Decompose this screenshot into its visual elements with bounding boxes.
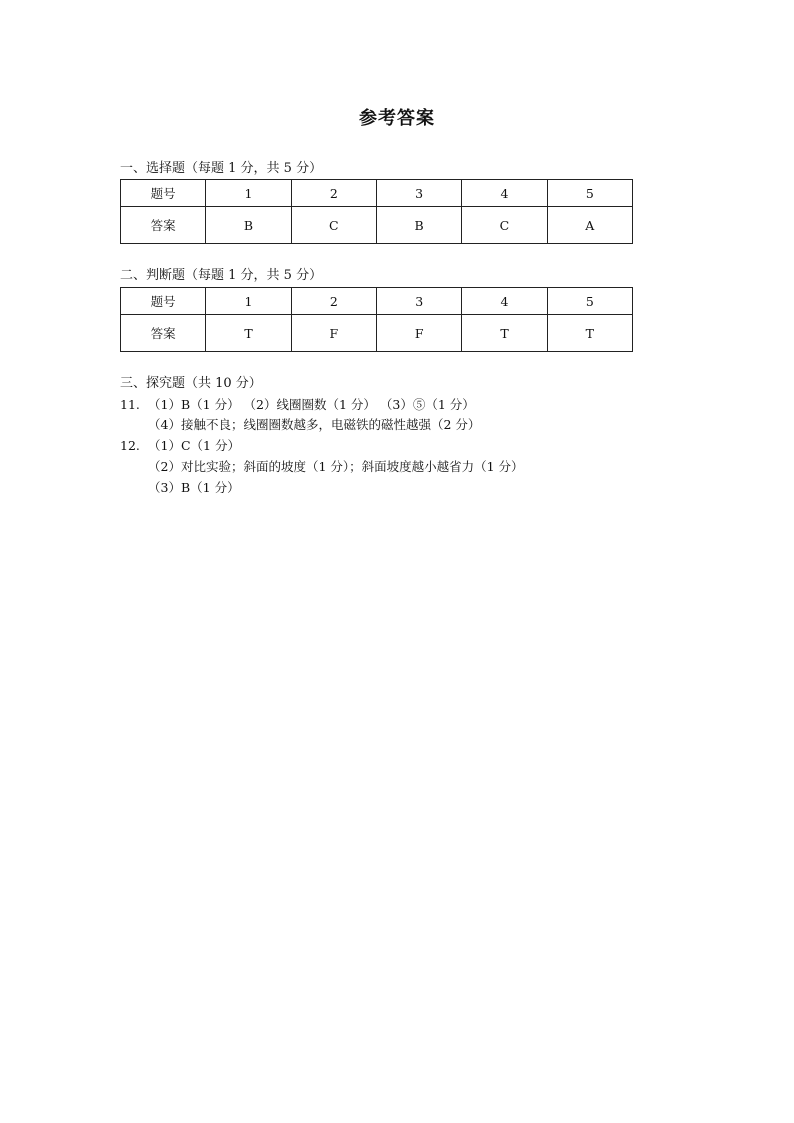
question-number-cell: 3 [376,180,461,207]
answer-cell: F [291,315,376,352]
judgement-answer-table [120,287,633,352]
answer-cell: A [547,207,632,244]
question-12-line-3: （3）B（1 分） [148,480,240,495]
question-number-cell: 4 [462,288,547,315]
question-12-number: 12. [120,438,140,453]
page-title: 参考答案 [359,108,435,129]
answer-cell: C [291,207,376,244]
question-number-cell: 4 [462,180,547,207]
question-number-cell: 2 [291,288,376,315]
answer-cell: C [462,207,547,244]
answer-cell: T [462,315,547,352]
question-11-line-1: （1）B（1 分） （2）线圈圈数（1 分） （3）⑤（1 分） [148,397,475,412]
answer-cell: T [547,315,632,352]
answer-cell: B [376,207,461,244]
section-heading-inquiry: 三、探究题（共 10 分） [120,376,262,391]
question-number-cell: 5 [547,288,632,315]
question-number-cell: 3 [377,288,462,315]
table-row [121,288,633,315]
answer-cell: F [377,315,462,352]
question-number-cell: 1 [206,180,291,207]
question-12-line-1: （1）C（1 分） [148,438,240,453]
row-label-answer: 答案 [121,315,206,352]
answer-cell: T [206,315,291,352]
question-11-line-2: （4）接触不良；线圈圈数越多，电磁铁的磁性越强（2 分） [148,417,481,432]
question-11-number: 11. [120,397,140,412]
answer-cell: B [206,207,291,244]
row-label-number: 题号 [121,180,206,207]
table-row [121,315,633,352]
table-row [121,207,633,244]
table-row [121,180,633,207]
row-label-number: 题号 [121,288,206,315]
question-number-cell: 1 [206,288,291,315]
choice-answer-table [120,179,633,244]
question-number-cell: 2 [291,180,376,207]
section-heading-choice: 一、选择题（每题 1 分，共 5 分） [120,161,323,176]
question-12-line-2: （2）对比实验；斜面的坡度（1 分）；斜面坡度越小越省力（1 分） [148,459,524,474]
section-heading-judgement: 二、判断题（每题 1 分，共 5 分） [120,268,323,283]
row-label-answer: 答案 [121,207,206,244]
question-number-cell: 5 [547,180,632,207]
